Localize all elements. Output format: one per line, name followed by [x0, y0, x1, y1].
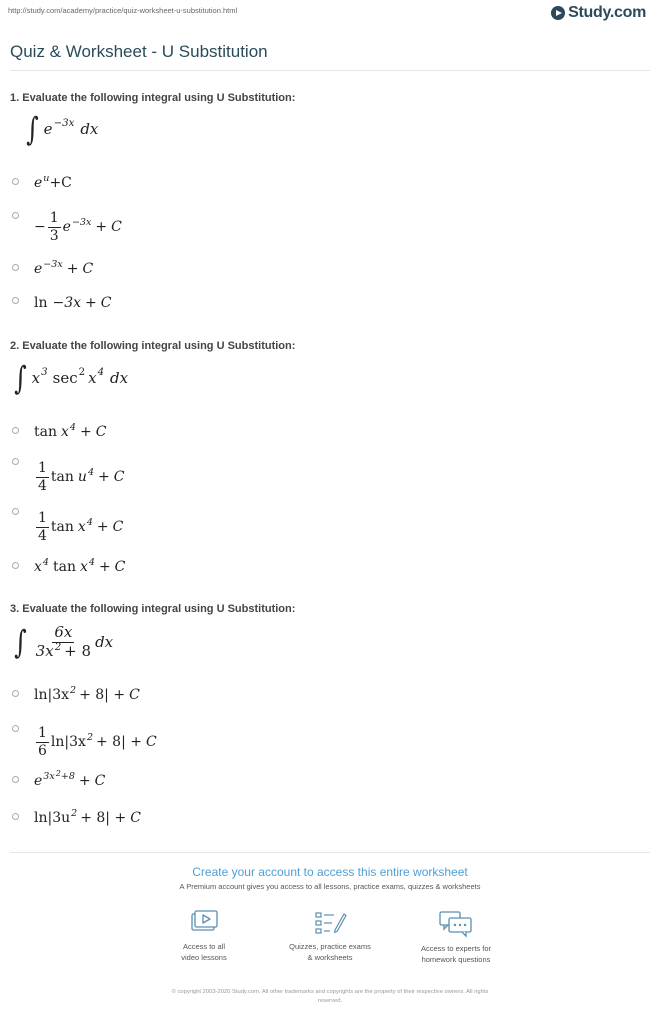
question-3-label: 3. Evaluate the following integral using U Substitution:	[10, 603, 296, 615]
question-1-label: 1. Evaluate the following integral using U Substitution:	[10, 92, 296, 104]
copyright-footer	[110, 988, 550, 1005]
create-account-link[interactable]: Create your account to access this entire worksheet	[192, 865, 468, 879]
question-3-option-4[interactable]: ln|3u 2 + 8| + C	[34, 807, 141, 826]
question-3-integral: ∫ $\frac{6x}{3x^2 + 8}$ dx	[14, 622, 114, 661]
feature-video-lessons	[144, 910, 264, 964]
question-1-option-4[interactable]: ln −3x + C	[34, 295, 112, 311]
play-circle-icon	[551, 6, 565, 20]
question-3-option-4-radio[interactable]	[12, 813, 19, 820]
question-2-option-2[interactable]: $\frac{1}{4}$ tan u 4 + C	[38, 459, 125, 494]
feature-video-lessons-line1: Access to all	[182, 942, 226, 951]
question-2-option-3[interactable]: $\frac{1}{4}$ tan x 4 + C	[38, 509, 124, 544]
question-2-option-1-radio[interactable]	[12, 427, 19, 434]
question-3-option-1-radio[interactable]	[12, 690, 19, 697]
copyright-line2: reserved.	[317, 997, 343, 1004]
question-1-option-2[interactable]: − $\frac{1}{3}$ e −3x + C	[34, 209, 122, 244]
question-1-option-3[interactable]: e −3x + C	[34, 258, 94, 277]
feature-quizzes-line2: & worksheets	[307, 952, 353, 962]
question-1-option-1-radio[interactable]	[12, 178, 19, 185]
question-1-option-1[interactable]: e u +C	[34, 172, 72, 191]
question-3-option-3-radio[interactable]	[12, 776, 19, 783]
title-divider	[10, 70, 650, 71]
question-1-option-3-radio[interactable]	[12, 264, 19, 271]
question-2-integral: ∫ x 3 sec 2 x 4 dx	[14, 359, 129, 397]
logo-text: Study.com	[568, 4, 646, 21]
question-2-option-1[interactable]: tan x 4 + C	[34, 421, 107, 440]
question-3-option-2[interactable]: $\frac{1}{6}$ ln|3x 2 + 8| + C	[38, 724, 157, 759]
feature-quizzes	[270, 910, 390, 964]
video-lessons-icon	[188, 910, 220, 936]
question-2-option-4[interactable]: x 4 tan x 4 + C	[34, 556, 126, 575]
feature-experts-line1: Access to experts for	[420, 944, 492, 953]
question-2-label: 2. Evaluate the following integral using U Substitution:	[10, 340, 296, 352]
question-3-option-3[interactable]: e 3x2+8 + C	[34, 768, 106, 789]
chat-bubbles-icon	[438, 910, 474, 938]
page-title: Quiz & Worksheet - U Substitution	[10, 42, 268, 61]
cta-divider	[10, 852, 650, 853]
page-url: http://study.com/academy/practice/quiz-worksheet-u-substitution.html	[8, 6, 238, 15]
study-logo[interactable]	[551, 4, 646, 22]
feature-experts-line2: homework questions	[421, 954, 491, 964]
question-2-option-2-radio[interactable]	[12, 458, 19, 465]
question-1-integral: ∫ e −3x dx	[26, 110, 99, 148]
copyright-line1: © copyright 2003-2020 Study.com. All other trademarks and copyrights are the property of their respective owners. All rights	[171, 989, 489, 995]
premium-description: A Premium account gives you access to all lessons, practice exams, quizzes & worksheets	[179, 882, 481, 891]
feature-quizzes-line1: Quizzes, practice exams	[289, 942, 371, 951]
question-3-option-1[interactable]: ln|3x 2 + 8| + C	[34, 684, 140, 703]
feature-experts	[396, 910, 516, 966]
question-2-option-4-radio[interactable]	[12, 562, 19, 569]
question-3-option-2-radio[interactable]	[12, 725, 19, 732]
feature-video-lessons-line2: video lessons	[181, 952, 227, 962]
question-2-option-3-radio[interactable]	[12, 508, 19, 515]
question-1-option-4-radio[interactable]	[12, 297, 19, 304]
question-1-option-2-radio[interactable]	[12, 212, 19, 219]
quiz-checklist-icon	[313, 910, 347, 936]
